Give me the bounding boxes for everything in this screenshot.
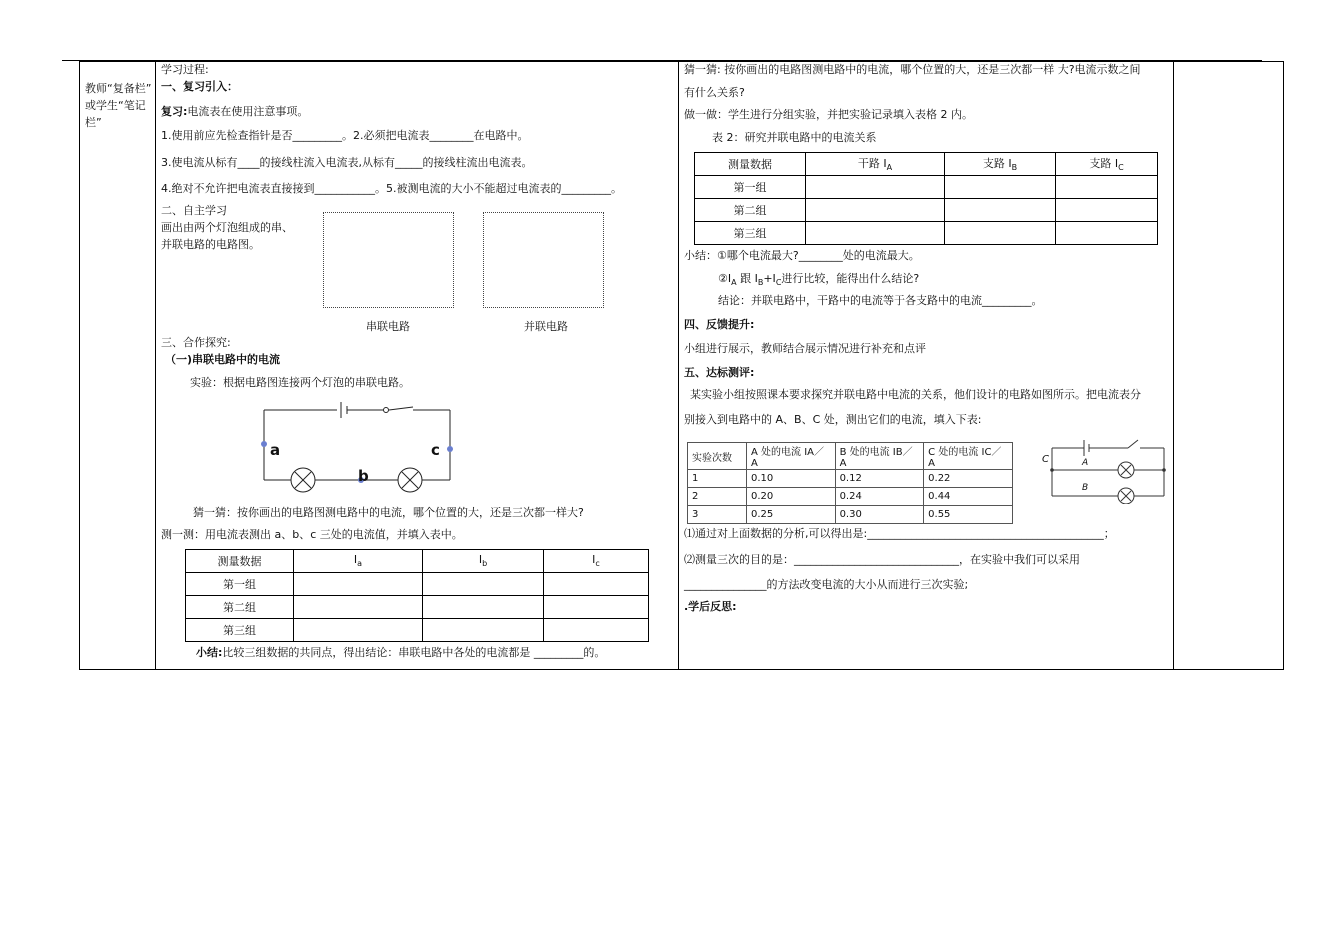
test-header-cell: 实验次数	[688, 443, 747, 470]
series-row-label: 第一组	[186, 573, 294, 596]
series-summary	[196, 646, 605, 660]
table-cell[interactable]	[945, 222, 1056, 245]
note-column-line1: 教师“复备栏”	[85, 82, 152, 95]
p-junction-left	[1050, 468, 1054, 472]
parallel-guess-line1: 猜一猜: 按你画出的电路图测电路中的电流，哪个位置的大，还是三次都一样 大?电流示数之间	[684, 63, 1141, 76]
switch-lever	[389, 407, 413, 410]
parallel-table-header: 测量数据	[695, 153, 806, 176]
table-row	[186, 596, 649, 619]
question-3: 3.使电流从标有____的接线柱流入电流表,从标有_____的接线柱流出电流表。	[161, 156, 533, 169]
parallel-table-header-row	[695, 153, 1158, 176]
table-cell: 3	[688, 506, 747, 524]
table-cell[interactable]	[294, 619, 423, 642]
answer-1: ⑴通过对上面数据的分析,可以得出是:___________________________________________；	[684, 527, 1115, 540]
table-cell: 0.25	[747, 506, 836, 524]
self-study-line1: 画出由两个灯泡组成的串、	[161, 221, 293, 234]
diagram-label-a: A	[1082, 458, 1089, 468]
point-a-marker	[261, 441, 267, 447]
table-cell: 0.20	[747, 488, 836, 506]
series-measure: 测一测：用电流表测出 a、b、c 三处的电流值，并填入表中。	[161, 528, 463, 541]
table-cell[interactable]	[945, 176, 1056, 199]
review-line	[161, 105, 308, 119]
parallel-drawing-box	[483, 212, 604, 308]
learning-process-label: 学习过程:	[161, 63, 209, 76]
reflection-heading: .学后反思:	[684, 600, 737, 613]
table-cell[interactable]	[423, 619, 544, 642]
series-table-header: 测量数据	[186, 550, 294, 573]
parallel-conclusion: 结论：并联电路中，干路中的电流等于各支路中的电流_________。	[718, 294, 1043, 307]
question-1-2: 1.使用前应先检查指针是否_________。2.必须把电流表________在电路中。	[161, 129, 529, 142]
series-box-caption: 串联电路	[366, 320, 410, 333]
parallel-guess-line2: 有什么关系?	[684, 86, 745, 99]
table-cell[interactable]	[294, 573, 423, 596]
table-row	[688, 488, 1013, 506]
table-row	[186, 573, 649, 596]
switch-contact	[384, 408, 389, 413]
test-header-cell: C 处的电流 IC／A	[924, 443, 1013, 470]
table2-title: 表 2：研究并联电路中的电流关系	[712, 131, 877, 144]
test-header-cell: A 处的电流 IA／A	[747, 443, 836, 470]
note-column-line3: 栏”	[85, 116, 102, 129]
parallel-row-label: 第一组	[695, 176, 806, 199]
table-cell: 0.12	[835, 470, 924, 488]
series-table-header-ib: $I_b$	[423, 550, 544, 573]
table-row	[688, 470, 1013, 488]
test-header-cell: B 处的电流 IB／A	[835, 443, 924, 470]
table-row	[688, 506, 1013, 524]
answer-2: ⑵测量三次的目的是：______________________________，在实验中我们可以采用	[684, 553, 1080, 566]
parallel-table-header-ib: 支路 $I_B$	[945, 153, 1056, 176]
test-text-line2: 别接入到电路中的 A、B、C 处，测出它们的电流，填入下表:	[684, 413, 982, 426]
table-cell: 0.55	[924, 506, 1013, 524]
parallel-box-caption: 并联电路	[524, 320, 568, 333]
series-table-header-ic: $I_c$	[544, 550, 649, 573]
review-label: 复习:	[161, 105, 188, 118]
section-test-heading: 五、达标测评:	[684, 366, 755, 379]
series-table-header-ia: $I_a$	[294, 550, 423, 573]
table-cell: 2	[688, 488, 747, 506]
series-row-label: 第二组	[186, 596, 294, 619]
table-row	[695, 222, 1158, 245]
test-data-table	[687, 442, 1013, 524]
table-row	[186, 619, 649, 642]
table-cell[interactable]	[1056, 176, 1158, 199]
p-junction-right	[1162, 468, 1166, 472]
section-cooperative-heading: 三、合作探究:	[161, 336, 231, 349]
test-table-header-row	[688, 443, 1013, 470]
feedback-text: 小组进行展示，教师结合展示情况进行补充和点评	[684, 342, 926, 355]
review-text: 电流表在使用注意事项。	[187, 105, 309, 118]
parallel-row-label: 第三组	[695, 222, 806, 245]
diagram-label-b: B	[1082, 483, 1089, 493]
table-cell[interactable]	[806, 222, 945, 245]
series-data-table	[185, 549, 649, 642]
series-row-label: 第三组	[186, 619, 294, 642]
table-cell: 0.10	[747, 470, 836, 488]
table-cell[interactable]	[423, 596, 544, 619]
experiment-instruction: 实验：根据电路图连接两个灯泡的串联电路。	[190, 376, 410, 389]
parallel-data-table	[694, 152, 1158, 245]
table-cell[interactable]	[1056, 222, 1158, 245]
table-cell[interactable]	[945, 199, 1056, 222]
summary-text: 比较三组数据的共同点，得出结论：串联电路中各处的电流都是 _________的。	[222, 646, 606, 659]
table-cell: 0.30	[835, 506, 924, 524]
point-c-label: c	[431, 441, 440, 459]
section-self-study-heading: 二、自主学习	[161, 204, 227, 217]
diagram-label-c: C	[1042, 454, 1049, 465]
table-cell[interactable]	[544, 573, 649, 596]
table-cell[interactable]	[294, 596, 423, 619]
parallel-summary-1: 小结：①哪个电流最大?________处的电流最大。	[684, 249, 920, 262]
answer-3: _______________的方法改变电流的大小从而进行三次实验;	[684, 578, 969, 591]
do-it-instruction: 做一做：学生进行分组实验，并把实验记录填入表格 2 内。	[684, 108, 973, 121]
test-text-line1: 某实验小组按照课本要求探究并联电路中电流的关系，他们设计的电路如图所示。把电流表分	[690, 388, 1141, 401]
parallel-row-label: 第二组	[695, 199, 806, 222]
point-a-label: a	[270, 441, 281, 459]
point-b-label: b	[358, 467, 369, 485]
table-row	[695, 176, 1158, 199]
note-column-line2: 或学生“笔记	[85, 99, 146, 112]
summary-label: 小结:	[196, 646, 223, 659]
section-review-heading: 一、复习引入：	[161, 80, 238, 93]
table-cell[interactable]	[806, 199, 945, 222]
table-cell[interactable]	[544, 619, 649, 642]
section-feedback-heading: 四、反馈提升:	[684, 318, 755, 331]
self-study-line2: 并联电路的电路图。	[161, 238, 260, 251]
table-cell: 0.22	[924, 470, 1013, 488]
series-table-header-row	[186, 550, 649, 573]
column-divider-2	[678, 61, 679, 670]
series-drawing-box	[323, 212, 454, 308]
table-cell[interactable]	[1056, 199, 1158, 222]
column-divider-1	[155, 61, 156, 670]
parallel-table-header-ic: 支路 $I_C$	[1056, 153, 1158, 176]
table-cell: 0.44	[924, 488, 1013, 506]
point-c-marker	[447, 446, 453, 452]
parallel-summary-2: $②I_A$ 跟 $I_B+I_C$进行比较，能得出什么结论?	[718, 272, 920, 288]
column-divider-3	[1173, 61, 1174, 670]
table-cell[interactable]	[544, 596, 649, 619]
series-guess: 猜一猜：按你画出的电路图测电路中的电流，哪个位置的大，还是三次都一样大?	[193, 506, 584, 519]
parallel-circuit-diagram	[1040, 434, 1170, 504]
question-4-5: 4.绝对不允许把电流表直接接到___________。5.被测电流的大小不能超过电流表的_________。	[161, 182, 622, 195]
table-cell[interactable]	[806, 176, 945, 199]
parallel-table-header-ia: 干路 $I_A$	[806, 153, 945, 176]
table-row	[695, 199, 1158, 222]
table-cell[interactable]	[423, 573, 544, 596]
p-switch-lever	[1128, 440, 1138, 448]
table-cell: 0.24	[835, 488, 924, 506]
table-cell: 1	[688, 470, 747, 488]
series-current-subheading: （一)串联电路中的电流	[165, 353, 281, 366]
